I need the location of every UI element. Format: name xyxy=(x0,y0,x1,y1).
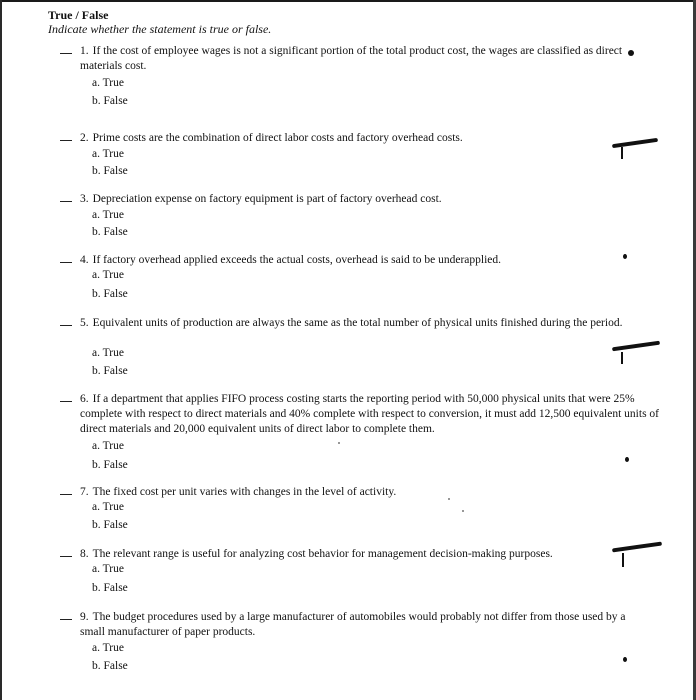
pen-dot xyxy=(623,657,627,662)
option-true[interactable]: a. True xyxy=(92,440,124,452)
option-true[interactable]: a. True xyxy=(92,347,124,359)
answer-blank[interactable] xyxy=(60,401,72,402)
question-text: 9. The budget procedures used by a large manufacturer of automobiles would probably not differ from those used by a small manufacturer of paper products. xyxy=(80,611,626,638)
option-false[interactable]: b. False xyxy=(92,365,128,377)
question-text: 5. Equivalent units of production are always the same as the total number of physical units finished during the period. xyxy=(80,317,623,329)
answer-blank[interactable] xyxy=(60,556,72,557)
option-true[interactable]: a. True xyxy=(92,642,124,654)
answer-blank[interactable] xyxy=(60,325,72,326)
option-true[interactable]: a. True xyxy=(92,563,124,575)
page-top-border xyxy=(0,0,696,2)
scan-speck xyxy=(448,498,450,500)
section-title: True / False xyxy=(48,8,109,22)
pen-dot xyxy=(623,254,627,259)
question-text: 3. Depreciation expense on factory equipment is part of factory overhead cost. xyxy=(80,193,442,205)
option-true[interactable]: a. True xyxy=(92,77,124,89)
pen-dot xyxy=(625,457,629,462)
option-false[interactable]: b. False xyxy=(92,226,128,238)
answer-blank[interactable] xyxy=(60,619,72,620)
question-text: 6. If a department that applies FIFO process costing starts the reporting period with 50,000 physical units that were 25% complete with respect to direct materials and 40% complete with respect to conversion, it must add 12,500 equivalent units of direct materials and 20,000 equivalent units of direct labor to complete them. xyxy=(80,393,659,435)
answer-blank[interactable] xyxy=(60,201,72,202)
answer-blank[interactable] xyxy=(60,494,72,495)
answer-blank[interactable] xyxy=(60,53,72,54)
answer-blank[interactable] xyxy=(60,140,72,141)
question-text: 7. The fixed cost per unit varies with changes in the level of activity. xyxy=(80,486,397,498)
option-false[interactable]: b. False xyxy=(92,582,128,594)
option-false[interactable]: b. False xyxy=(92,95,128,107)
option-false[interactable]: b. False xyxy=(92,288,128,300)
question-text: 8. The relevant range is useful for analyzing cost behavior for management decision-making purposes. xyxy=(80,548,553,560)
option-true[interactable]: a. True xyxy=(92,501,124,513)
pen-dot xyxy=(628,50,634,56)
answer-blank[interactable] xyxy=(60,262,72,263)
question-text: 4. If factory overhead applied exceeds the actual costs, overhead is said to be underapplied. xyxy=(80,254,502,266)
option-false[interactable]: b. False xyxy=(92,660,128,672)
scan-speck xyxy=(462,510,464,512)
option-true[interactable]: a. True xyxy=(92,269,124,281)
option-false[interactable]: b. False xyxy=(92,519,128,531)
option-true[interactable]: a. True xyxy=(92,148,124,160)
question-text: 2. Prime costs are the combination of direct labor costs and factory overhead costs. xyxy=(80,132,463,144)
option-true[interactable]: a. True xyxy=(92,209,124,221)
page-left-border xyxy=(0,0,2,700)
scan-speck xyxy=(338,442,340,444)
section-instruction: Indicate whether the statement is true or false. xyxy=(48,22,272,36)
option-false[interactable]: b. False xyxy=(92,165,128,177)
question-text: 1. If the cost of employee wages is not a significant portion of the total product cost, the wages are classified as direct materials cost. xyxy=(80,45,623,72)
option-false[interactable]: b. False xyxy=(92,459,128,471)
